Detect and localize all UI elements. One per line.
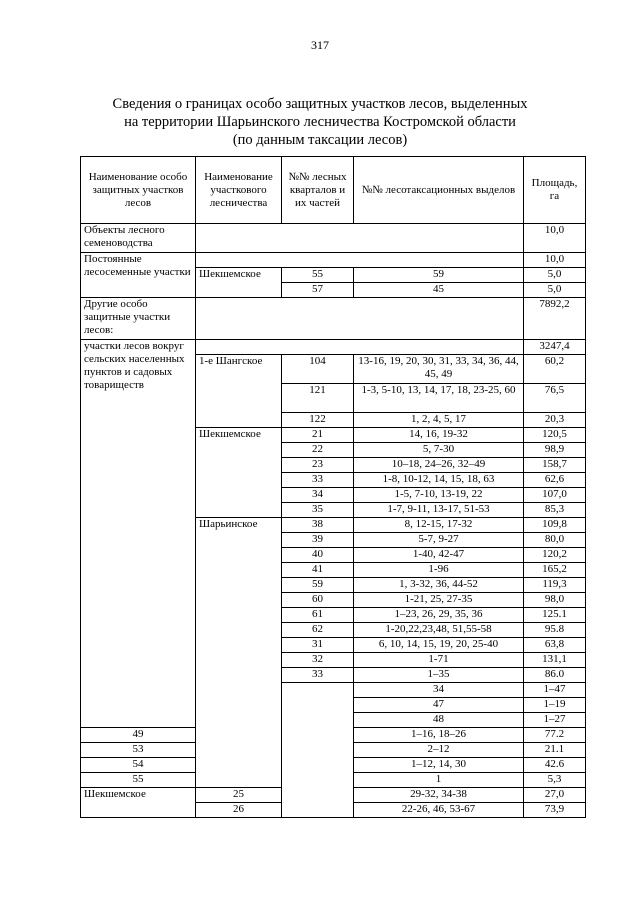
area-cell: 107,0 [524, 488, 586, 503]
plots-cell: 1-20,22,23,48, 51,55-58 [354, 623, 524, 638]
quarter-cell: 61 [282, 608, 354, 623]
quarter-cell: 32 [282, 653, 354, 668]
area-cell: 73,9 [524, 803, 586, 818]
quarter-cell: 33 [282, 473, 354, 488]
header-forestry: Наименование участкового лесничества [196, 157, 282, 224]
area-cell: 42.6 [524, 758, 586, 773]
plots-cell: 2–12 [354, 743, 524, 758]
empty-merged-cell [282, 683, 354, 818]
table-row [81, 253, 586, 268]
row-name: участки лесов вокруг сельских населенных пунктов и садовых товариществ [81, 340, 196, 728]
plots-cell: 1–16, 18–26 [354, 728, 524, 743]
quarter-cell: 53 [81, 743, 196, 758]
quarter-cell: 25 [196, 788, 282, 803]
area-cell: 119,3 [524, 578, 586, 593]
title-line-1: Сведения о границах особо защитных участков лесов, выделенных [112, 96, 528, 112]
title-line-3: (по данным таксации лесов) [232, 132, 408, 148]
row-area: 10,0 [524, 224, 586, 253]
plots-cell: 1-40, 42-47 [354, 548, 524, 563]
row-name: Другие особо защитные участки лесов: [81, 298, 196, 340]
area-cell: 98,9 [524, 443, 586, 458]
plots-cell: 1–23, 26, 29, 35, 36 [354, 608, 524, 623]
plots-cell: 1 [354, 773, 524, 788]
plots-cell: 5-7, 9-27 [354, 533, 524, 548]
table-row [81, 340, 586, 355]
quarter-cell: 122 [282, 413, 354, 428]
quarter-cell: 62 [282, 623, 354, 638]
plots-cell: 1, 2, 4, 5, 17 [354, 413, 524, 428]
table-row [81, 298, 586, 340]
forestry-name: 1-е Шангское [196, 355, 282, 428]
row-area: 7892,2 [524, 298, 586, 340]
row-area: 3247,4 [524, 340, 586, 355]
quarter-cell: 55 [81, 773, 196, 788]
plots-cell: 1-21, 25, 27-35 [354, 593, 524, 608]
quarter-cell: 22 [282, 443, 354, 458]
quarter-cell: 33 [282, 668, 354, 683]
plots-cell: 59 [354, 268, 524, 283]
empty-cell [196, 253, 524, 268]
area-cell: 5,0 [524, 268, 586, 283]
forestry-name: Шарьинское [196, 518, 282, 788]
quarter-cell: 41 [282, 563, 354, 578]
header-area: Площадь, га [524, 157, 586, 224]
quarter-cell: 34 [282, 488, 354, 503]
area-cell: 20,3 [524, 413, 586, 428]
area-cell: 21.1 [524, 743, 586, 758]
row-name: Объекты лесного семеноводства [81, 224, 196, 253]
quarter-cell: 21 [282, 428, 354, 443]
quarter-cell: 35 [282, 503, 354, 518]
plots-cell: 8, 12-15, 17-32 [354, 518, 524, 533]
row-area: 10,0 [524, 253, 586, 268]
plots-cell: 1–47 [524, 683, 586, 698]
area-cell: 120,5 [524, 428, 586, 443]
area-cell: 98,0 [524, 593, 586, 608]
quarter-cell: 121 [282, 384, 354, 413]
plots-cell: 22-26, 46, 53-67 [354, 803, 524, 818]
quarter-cell: 39 [282, 533, 354, 548]
empty-cell [196, 340, 524, 355]
area-cell: 76,5 [524, 384, 586, 413]
title-line-2: на территории Шарьинского лесничества Костромской области [124, 114, 516, 130]
page-number: 317 [311, 38, 329, 52]
forestry-name: Шекшемское [81, 788, 196, 818]
area-cell: 63,8 [524, 638, 586, 653]
plots-cell: 10–18, 24–26, 32–49 [354, 458, 524, 473]
quarter-cell: 55 [282, 268, 354, 283]
area-cell: 80,0 [524, 533, 586, 548]
table-header-row [81, 157, 586, 224]
empty-cell [196, 224, 524, 253]
quarter-cell: 40 [282, 548, 354, 563]
area-cell: 62,6 [524, 473, 586, 488]
plots-cell: 1–35 [354, 668, 524, 683]
row-name: Постоянные лесосеменные участки [81, 253, 196, 298]
plots-cell: 29-32, 34-38 [354, 788, 524, 803]
quarter-cell: 23 [282, 458, 354, 473]
header-quarters: №№ лесных кварталов и их частей [282, 157, 354, 224]
forestry-name: Шекшемское [196, 428, 282, 518]
plots-cell: 14, 16, 19-32 [354, 428, 524, 443]
area-cell: 86.0 [524, 668, 586, 683]
plots-cell: 1–19 [524, 698, 586, 713]
quarter-cell: 26 [196, 803, 282, 818]
plots-cell: 1–12, 14, 30 [354, 758, 524, 773]
area-cell: 27,0 [524, 788, 586, 803]
header-plots: №№ лесотаксационных выделов [354, 157, 524, 224]
quarter-cell: 48 [354, 713, 524, 728]
area-cell: 95.8 [524, 623, 586, 638]
plots-cell: 1-7, 9-11, 13-17, 51-53 [354, 503, 524, 518]
plots-cell: 45 [354, 283, 524, 298]
area-cell: 85,3 [524, 503, 586, 518]
area-cell: 77.2 [524, 728, 586, 743]
quarter-cell: 47 [354, 698, 524, 713]
area-cell: 120,2 [524, 548, 586, 563]
quarter-cell: 59 [282, 578, 354, 593]
quarter-cell: 34 [354, 683, 524, 698]
quarter-cell: 104 [282, 355, 354, 384]
plots-cell: 1-71 [354, 653, 524, 668]
plots-cell: 13-16, 19, 20, 30, 31, 33, 34, 36, 44, 45, 49 [354, 355, 524, 384]
area-cell: 158,7 [524, 458, 586, 473]
plots-cell: 1, 3-32, 36, 44-52 [354, 578, 524, 593]
quarter-cell: 54 [81, 758, 196, 773]
quarter-cell: 49 [81, 728, 196, 743]
plots-cell: 1-5, 7-10, 13-19, 22 [354, 488, 524, 503]
forestry-name: Шекшемское [196, 268, 282, 298]
area-cell: 60,2 [524, 355, 586, 384]
quarter-cell: 57 [282, 283, 354, 298]
plots-cell: 1-3, 5-10, 13, 14, 17, 18, 23-25, 60 [354, 384, 524, 413]
area-cell: 125.1 [524, 608, 586, 623]
area-cell: 5,3 [524, 773, 586, 788]
quarter-cell: 60 [282, 593, 354, 608]
plots-cell: 6, 10, 14, 15, 19, 20, 25-40 [354, 638, 524, 653]
quarter-cell: 31 [282, 638, 354, 653]
plots-cell: 5, 7-30 [354, 443, 524, 458]
protected-areas-table [80, 156, 586, 818]
empty-cell [196, 298, 524, 340]
plots-cell: 1–27 [524, 713, 586, 728]
document-title [0, 95, 640, 149]
area-cell: 131,1 [524, 653, 586, 668]
plots-cell: 1-8, 10-12, 14, 15, 18, 63 [354, 473, 524, 488]
area-cell: 165,2 [524, 563, 586, 578]
area-cell: 5,0 [524, 283, 586, 298]
area-cell: 109,8 [524, 518, 586, 533]
header-area-name: Наименование особо защитных участков лесов [81, 157, 196, 224]
quarter-cell: 38 [282, 518, 354, 533]
table-row [81, 224, 586, 253]
plots-cell: 1-96 [354, 563, 524, 578]
